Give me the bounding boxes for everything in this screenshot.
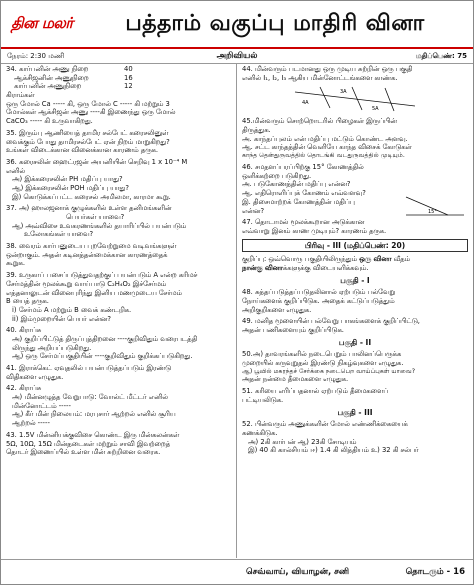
q40-option-b: ஆ) ஒரு சேர்மப்பகுதியின் ----குறிவிதும் குறிக்கப்படுகிறது. xyxy=(12,352,193,361)
q34-line-3: மோல்கள் ஆக்சிஜன் அணு ----கி இணைந்து ஒரு மோல் xyxy=(6,108,176,117)
q36-line-1: 36. கரைசலின் ஹைட்ரஜன் அயனியின் செறிவு 1 x 10⁻⁴ M xyxy=(6,157,188,166)
q48-line-3: அறிகுறிகளை எழுதுக. xyxy=(242,305,312,314)
q46-line-1: 46. சமதளப்பரப்பிற்கு 15° கோணத்தில் xyxy=(242,163,364,172)
q38-line-3: கூறுக. xyxy=(6,259,26,268)
q34-line-1: கிராம்கள் xyxy=(6,91,35,100)
question-42 xyxy=(6,384,231,427)
section-3-note-c: வீதம் xyxy=(393,255,410,264)
section-3-note-a: குறிப்பு: ஒவ்வொரு பகுதியிலிருந்தும் xyxy=(242,255,357,264)
question-46 xyxy=(242,163,468,215)
q37-option-a-cont: பெயர்கள் யாவை? xyxy=(66,213,125,221)
q45-line-2: திருத்துக. xyxy=(242,126,271,135)
section-3-header: பிரிவு - III (மதிப்பெண்: 20) xyxy=(242,239,468,253)
q38-line-2: ஒன்றாகும். அதன் கடினத்தன்மைக்கான காரணத்தைக் xyxy=(6,250,168,259)
section-3-note-b: ஒரு வினா xyxy=(359,255,392,264)
logo-text: தின மலர் xyxy=(11,14,73,33)
q36-line-2: எனில் xyxy=(6,166,26,175)
q52-option-a: அ) 2கி கார்பன் ஆ) 23கி சோடியம் xyxy=(248,437,357,446)
q46-option-b: ஆ. எதிரொளிப்புக் கோணம் எவ்வளவு? xyxy=(242,189,366,198)
q37-option-b: ஆ) அவ்விசை உவகரணங்களில் தயாரிப்பில் பயன்படும் xyxy=(12,221,187,230)
q37-option-b-cont: உலோகங்கள் யாவை? xyxy=(24,230,94,239)
question-35 xyxy=(6,129,231,155)
q47-line-2: எவ்வாறு இனம் காண முடியும்? காரணம் தருக. xyxy=(242,226,387,235)
q50-line-2: முறையில் கருவுறுதல் இரண்டு நிகழ்வுகளை எழுதுக. xyxy=(242,358,404,367)
q52-line-1: 52. பின்வரும் அணுக்களின் மோல் எண்ணிக்கையைக் xyxy=(242,420,408,429)
q34-row-1-value: 16 xyxy=(124,73,133,82)
q46-line-2: ஒளிக்கற்றை படுகிறது. xyxy=(242,171,312,180)
subject-label: அறிவியல் xyxy=(216,50,258,61)
header xyxy=(1,1,473,49)
question-40 xyxy=(6,326,231,361)
section-3-note xyxy=(242,255,468,272)
q45-option-b: ஆ. சட்ட காந்தத்தின் வெளியே காந்த விசைக் கோடுகள் xyxy=(242,143,412,152)
q45-option-b-cont: காந்த தென்துருவத்தில் தொடங்கி வடதுருவத்தில் முடியும். xyxy=(242,152,405,160)
q50-line-4: அதன் நன்மை தீமைகளை எழுதுக. xyxy=(242,375,349,384)
q46-option-c-cont: என்ன? xyxy=(242,206,265,215)
footer xyxy=(1,559,473,584)
q46-option-a: அ. படுகோணத்தின் மதிப்பு என்ன? xyxy=(242,180,351,189)
q41-line-2: விதிகளை எழுதுக. xyxy=(6,372,64,381)
q39-line-3: எத்தனாலுடன் வினைபுரிந்து இனிய மணமுடைய சேர்மம் xyxy=(6,288,182,297)
question-36 xyxy=(6,158,231,201)
total-marks: மதிப்பெண்: 75 xyxy=(415,51,467,60)
figure-label-3: 5A xyxy=(372,106,379,113)
q35-line-2: வைக்கும் போது தாமிரசல்பேட் ஏன் நிறம் மாறுகிறது? xyxy=(6,137,170,146)
question-34 xyxy=(6,65,231,126)
q42-option-b: ஆ) கீர் மின் நிலையம்: மரபுசார் ஆற்றல் எனில் சூரிய xyxy=(12,410,176,419)
q34-line-4: CaCO₃ ----- கி உருவாகிறது. xyxy=(6,117,93,126)
q44-line-1: 44. மின்வரும் படமானது ஒரு முடிய சுற்றின் ஒரு பகுதி xyxy=(242,65,413,73)
content-columns xyxy=(1,63,473,558)
q48-line-2: நோய்களைக் குறிப்பிடுக. அதைக் கட்டுப்படுத்தும் xyxy=(242,296,395,305)
q34-intro-value: 40 xyxy=(124,65,133,73)
question-51 xyxy=(242,387,468,404)
q34-row-1-label: ஆக்சிஜனின் அணுநிறை xyxy=(14,73,89,82)
q47-line-1: 47. தொடாமல் மூலக்கூறான அடுக்கான xyxy=(242,218,365,227)
q38-line-1: 38. வைரம் கார்பனுடைய புறவேற்றுமை வடிவங்களுள் xyxy=(6,242,177,251)
q34-intro: 34. கார்பனின் அணு நிறை xyxy=(6,65,89,73)
q42-option-a-cont: மின்னோட்டம் ----- xyxy=(12,401,71,410)
q46-option-c: இ. திசைமாற்றக் கோணத்தின் மதிப்பு xyxy=(242,197,355,206)
q52-line-2: கணக்கிடுக. xyxy=(242,428,278,437)
q39-option-ii: ii) இம்முறையின் பெயர் என்ன? xyxy=(12,314,111,323)
q35-line-3: உங்கள் விடைக்கான வினைக்கான காரணம் தருக. xyxy=(6,146,159,155)
circuit-junction-figure xyxy=(290,84,420,114)
publication-days: செவ்வாய், வியாழன், சனி xyxy=(246,566,350,577)
q34-row-2-label: கார்பனின் அணுநிறை xyxy=(14,82,82,91)
q49-line-2: அதன் பணிகளையும் குறிப்பிடுக. xyxy=(242,325,344,334)
q36-option-b: ஆ) இக்கரைசலின் POH மதிப்பு யாது? xyxy=(12,183,130,192)
q34-line-2: ஒரு மோல் Ca ----- கி, ஒரு மோல் C ----- கி மற்றும் 3 xyxy=(6,99,170,108)
q37-option-a: 37. அ) ஹாலஜனாக் குழுக்களில் உள்ள தனிமங்களின் xyxy=(6,204,172,213)
q39-line-2: சேர்மத்தின் மூலக்கூறு வாய்பாடு C₂H₄O₂ இச்சேர்மம் xyxy=(6,279,167,288)
left-column xyxy=(1,63,237,558)
q40-line-0: 40. கிராப்சு xyxy=(6,326,42,335)
section-3-note-e: க்களுக்கு விடையளிக்கவும். xyxy=(282,263,369,272)
q42-option-b-cont: ஆற்றல் ----- xyxy=(12,419,50,428)
q42-option-a: அ) மின்னழுத்த வேறுபாடு: வோல்ட் மீட்டர் எனில் xyxy=(12,393,168,402)
q39-line-4: B யைத் தருக. xyxy=(6,297,49,306)
exam-time: நேரம்: 2:30 மணி xyxy=(7,51,65,60)
question-44 xyxy=(242,65,468,114)
q43-line-1: 43. 1.5V மின்னியக்குவிசை கொண்ட இரு மின்கலன்கள் xyxy=(6,430,180,439)
page-title: பத்தாம் வகுப்பு மாதிரி வினா xyxy=(125,10,425,36)
q49-line-1: 49. மனித மூளையின் பல்வேறு பாகங்களைக் குறிப்பிட்டு, xyxy=(242,317,420,326)
q43-line-2: 5Ω, 10Ω, 15Ω மின்தடைகள் மற்றும் சாவி இவற்றைத் xyxy=(6,439,171,448)
dinamalar-logo xyxy=(7,6,77,42)
info-bar xyxy=(1,49,473,64)
question-43 xyxy=(6,431,231,457)
part-2-label: பகுதி - II xyxy=(338,337,372,347)
q42-line-0: 42. கிராப்சு xyxy=(6,384,42,393)
question-45 xyxy=(242,117,468,160)
question-37 xyxy=(6,204,231,239)
question-47 xyxy=(242,218,468,235)
q35-line-1: 35. இரும்பு ஆணியைத் தாமிர சல்பேட் கரைசலினுள் xyxy=(6,128,169,137)
q51-line-2: பட்டியலிடுக. xyxy=(242,395,284,404)
q39-line-1: 39. உருகாப் பசைப்படுத்துவதற்குப் பயன்படும் A என்ற கரிமச் xyxy=(6,271,198,280)
question-48 xyxy=(242,288,468,314)
q50-line-1: 50.அ) தாவரங்களில் நடைபெறும் பாலினப்பெருக்க xyxy=(242,350,402,359)
question-39 xyxy=(6,271,231,323)
continued-page-number: தொடரும் - 16 xyxy=(405,566,465,577)
part-1-label: பகுதி - I xyxy=(340,275,370,285)
reflection-angle-figure xyxy=(404,193,466,219)
question-49 xyxy=(242,317,468,334)
question-50 xyxy=(242,350,468,384)
q36-option-a: அ) இக்கரைசலின் PH மதிப்பு யாது? xyxy=(12,175,123,184)
q40-option-a: அ) குறிப்பிட்டுத் திருப்புத்திறனை ----குறிவிதும் வரைபடத்தி xyxy=(12,334,198,343)
q51-line-1: 51. கரியை எரிப்பதனால் ஏற்படும் தீமைகளைப் xyxy=(242,387,389,396)
question-38 xyxy=(6,242,231,268)
part-3-label: பகுதி - III xyxy=(337,407,373,417)
figure-label-2: 3A xyxy=(340,89,347,96)
q50-line-3: ஆ) பூவில் மகரந்தச் சேர்க்கை நடைபெற வாய்ப்புகள் யாவை? xyxy=(242,367,416,375)
q44-line-2: எனில் I₁, I₂, I₃ ஆகிய மின்னோட்டங்களை காண்க. xyxy=(242,73,398,82)
figure-label-1: 4A xyxy=(302,100,309,107)
q39-option-i: i) சேர்மம் A மற்றும் B வைக் கண்டறிக. xyxy=(12,305,132,314)
q34-row-2-value: 12 xyxy=(124,82,133,91)
q43-line-3: தொடர் இணைப்பில் உள்ள மின் சுற்றினை வரைக. xyxy=(6,448,161,457)
angle-label: 15° xyxy=(428,209,437,216)
question-52 xyxy=(242,420,468,455)
q45-option-a: அ. காந்தப்புலம் என் மதிப்பு மட்டும் கொண்ட அளவு. xyxy=(242,134,408,143)
q36-option-c: இ) கொடுக்கப்பட்ட கரைசல் அமிலமா, காரமா கூறு. xyxy=(12,192,171,201)
q48-line-1: 48. சுத்தப்படுத்தப்படுதலினால் ஏற்படும் பல்வேறு xyxy=(242,288,396,297)
right-column xyxy=(237,63,473,558)
q40-option-a-cont: லிருந்து அறியப்படுகிறது. xyxy=(12,343,92,352)
q52-option-b: இ) 40 கி கால்சியம் ஈ) 1.4 கி லித்தியம் உ) 32 கி சல்பர் xyxy=(248,446,419,455)
section-3-note-d: நான்கு வினா xyxy=(242,263,283,272)
q41-line-1: 41. இராக்கெட் ஏவுதலில் பயன்படுத்தப்படும் இரண்டு xyxy=(6,364,172,372)
q45-line-1: 45.மின்வரும் சொற்றொடரில் பிழைகள் இருப்பின் xyxy=(242,117,397,126)
question-41 xyxy=(6,364,231,381)
